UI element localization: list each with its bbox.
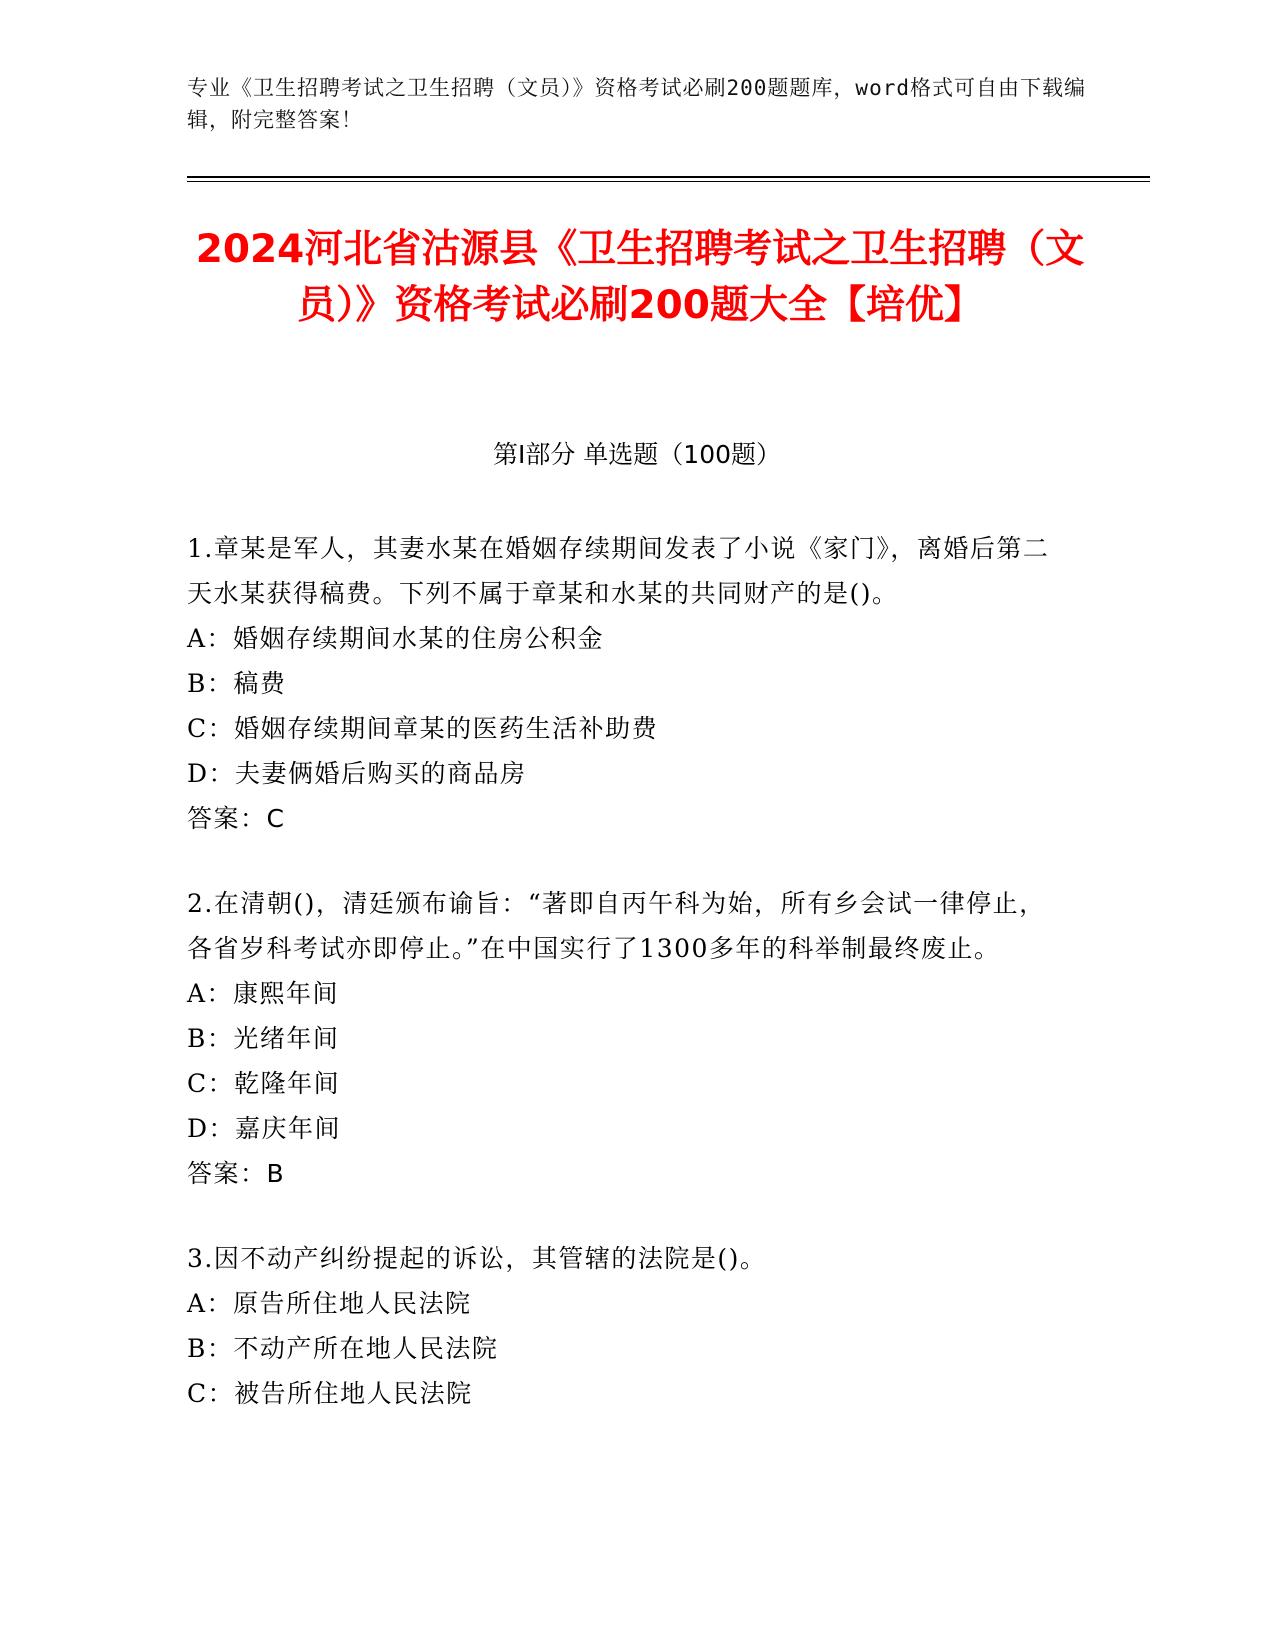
question-list: [187, 526, 1067, 1456]
option-c: C：婚姻存续期间章某的医药生活补助费: [187, 714, 659, 743]
option-a: A：婚姻存续期间水某的住房公积金: [187, 624, 605, 653]
header-note: 专业《卫生招聘考试之卫生招聘（文员）》资格考试必刷200题题库，word格式可自由下载编辑，附完整答案！: [187, 76, 1086, 132]
option-b: B：光绪年间: [187, 1024, 340, 1053]
question-2: [187, 881, 1067, 1196]
question-stem: 3.因不动产纠纷提起的诉讼，其管辖的法院是()。: [187, 1244, 767, 1273]
question-1: [187, 526, 1067, 841]
document-title: 2024河北省沽源县《卫生招聘考试之卫生招聘（文员）》资格考试必刷200题大全【培优】: [195, 227, 1085, 328]
section-title: 第Ⅰ部分 单选题（100题）: [492, 440, 782, 469]
answer-line: 答案：C: [187, 804, 286, 833]
option-d: D：嘉庆年间: [187, 1114, 342, 1143]
option-d: D：夫妻俩婚后购买的商品房: [187, 759, 527, 788]
option-a: A：原告所住地人民法院: [187, 1289, 472, 1318]
option-c: C：乾隆年间: [187, 1069, 341, 1098]
option-b: B：稿费: [187, 669, 287, 698]
option-c: C：被告所住地人民法院: [187, 1379, 473, 1408]
question-3: [187, 1236, 1067, 1416]
header-rule-thin: [187, 181, 1150, 182]
option-a: A：康熙年间: [187, 979, 340, 1008]
answer-line: 答案：B: [187, 1159, 286, 1188]
question-stem: 1.章某是军人，其妻水某在婚姻存续期间发表了小说《家门》，离婚后第二天水某获得稿费。下列不属于章某和水某的共同财产的是()。: [187, 534, 1050, 608]
question-stem: 2.在清朝()，清廷颁布谕旨：“著即自丙午科为始，所有乡会试一律停止，各省岁科考试亦即停止。”在中国实行了1300多年的科举制最终废止。: [187, 889, 1046, 963]
option-b: B：不动产所在地人民法院: [187, 1334, 499, 1363]
header-rule-thick: [187, 176, 1150, 178]
